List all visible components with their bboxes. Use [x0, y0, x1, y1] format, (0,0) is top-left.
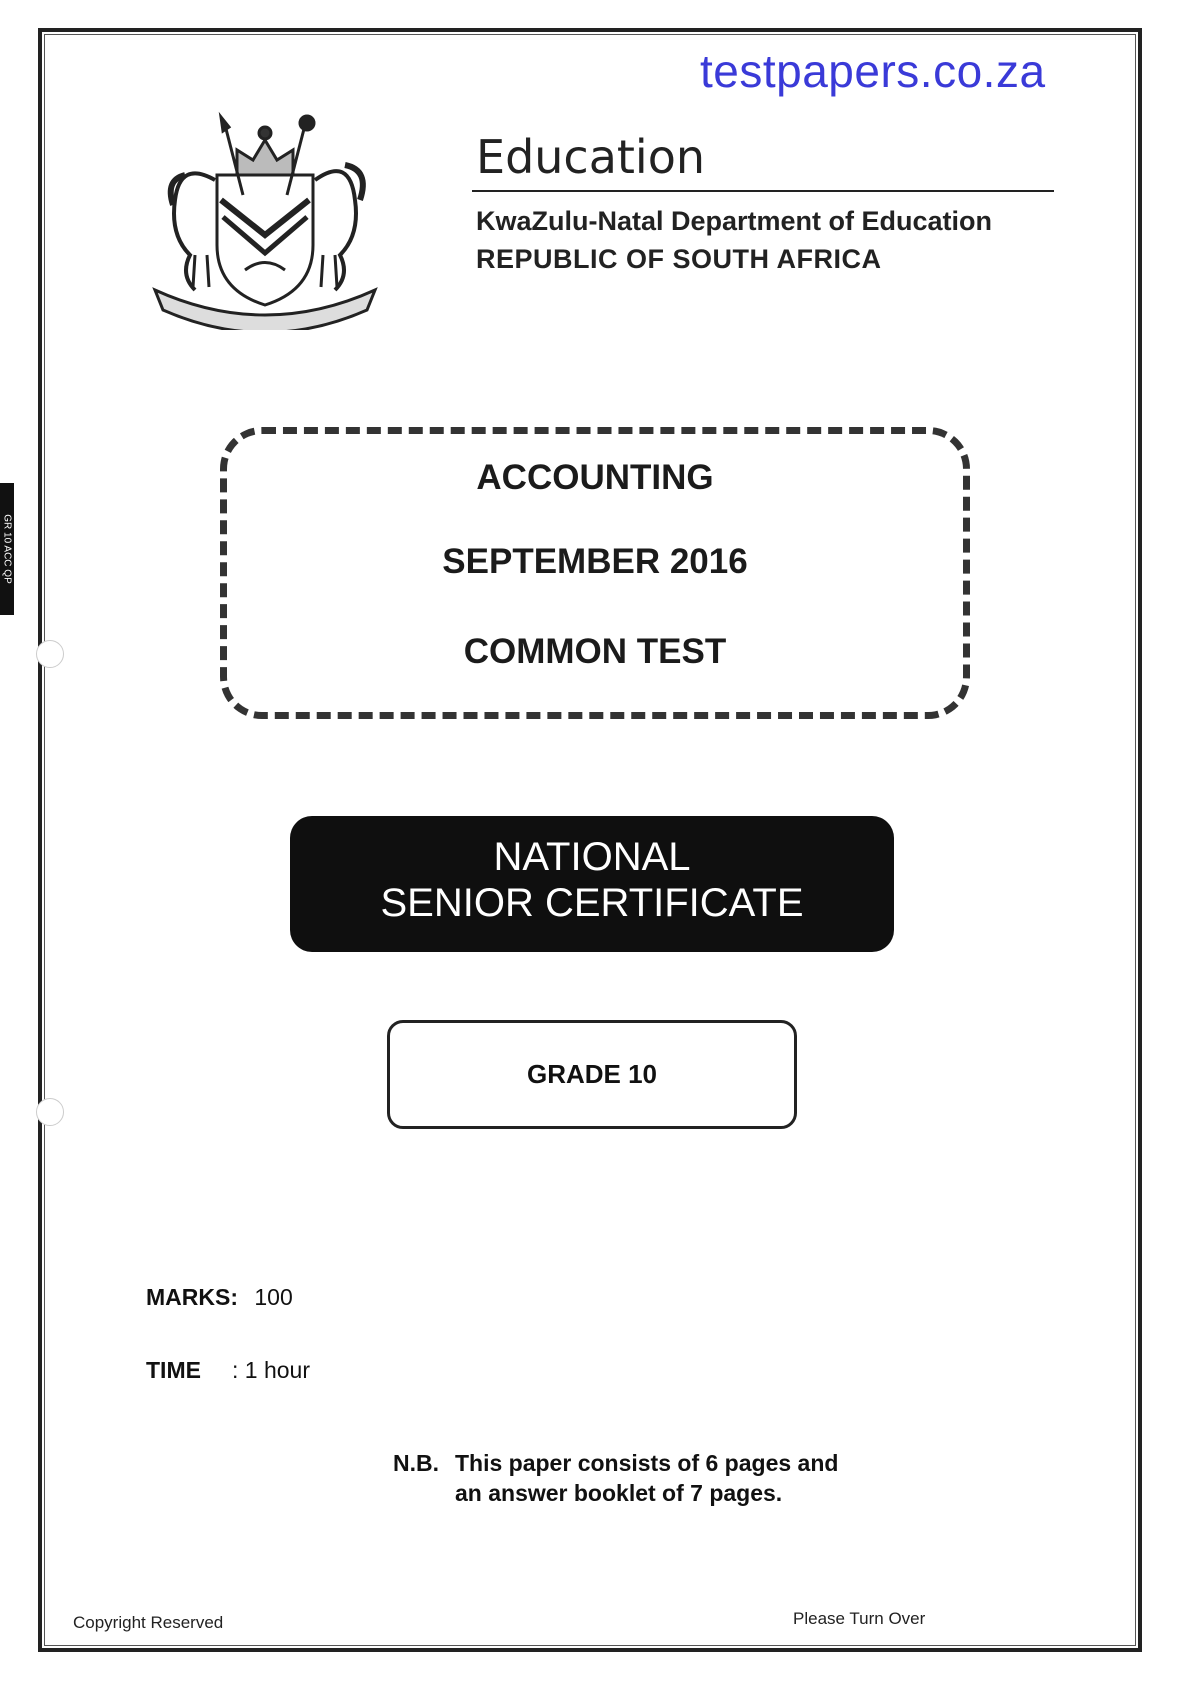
watermark-link[interactable]: testpapers.co.za [700, 45, 1046, 97]
test-type: COMMON TEST [463, 632, 727, 671]
certificate-line-2: SENIOR CERTIFICATE [380, 881, 804, 925]
certificate-line-1: NATIONAL [493, 835, 691, 879]
exam-session: SEPTEMBER 2016 [442, 542, 748, 581]
brand-title: Education [476, 130, 706, 184]
page-count-note [393, 1448, 838, 1508]
marks-label: MARKS: [146, 1284, 238, 1310]
subject-title: ACCOUNTING [476, 458, 714, 497]
marks-value: 100 [254, 1284, 293, 1310]
copyright-footer: Copyright Reserved [73, 1613, 224, 1632]
country-name: REPUBLIC OF SOUTH AFRICA [476, 244, 882, 274]
grade-box [387, 1020, 797, 1129]
note-line-2: an answer booklet of 7 pages. [455, 1480, 783, 1506]
turn-over-footer: Please Turn Over [793, 1609, 926, 1628]
certificate-banner [290, 816, 894, 952]
punch-hole [36, 1098, 64, 1126]
side-tab [0, 483, 14, 615]
marks-row [146, 1284, 293, 1311]
department-name: KwaZulu-Natal Department of Education [476, 206, 993, 236]
coat-of-arms-icon [145, 105, 385, 330]
punch-hole [36, 640, 64, 668]
grade-label: GRADE 10 [526, 1059, 658, 1089]
time-row [146, 1357, 310, 1384]
side-tab-label: GR 10 ACC QP [1, 514, 13, 584]
note-tag: N.B. [393, 1450, 439, 1476]
time-label: TIME [146, 1357, 201, 1383]
brand-divider [472, 190, 1054, 192]
note-line-1: This paper consists of 6 pages and [455, 1450, 839, 1476]
time-value: : 1 hour [232, 1357, 310, 1383]
